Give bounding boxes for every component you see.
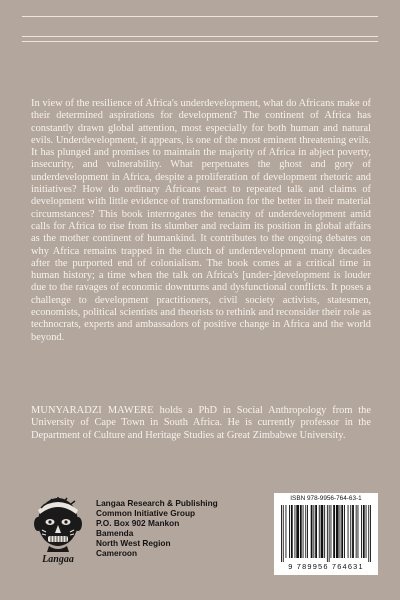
publisher-name: Langaa Research & Publishing <box>96 498 218 508</box>
barcode-bar <box>356 505 357 558</box>
book-blurb: In view of the resilience of Africa's underdevelopment, what do Africans make of their determined aspirations for development? The continent of Africa has constantly drawn global attention, most especially for both human and natural evils. Underdevelopment, it appears, is one of the most eminent threatening evils. It has plunged and promises to maintain the majority of Africa in abject poverty, insecurity, and vulnerability. What perpetuates the ghost and gory of underdevelopment in Africa, despite a proliferation of development rhetoric and initiatives? How do ordinary Africans react to repeated talk and claims of development with little evidence of transformation for the better in their material circumstances? This book interrogates the tenacity of underdevelopment amid calls for Africa to rise from its slumber and reclaim its position in global affairs as the mother continent of humankind. It contributes to the ongoing debates on why Africa remains trapped in the clutch of underdevelopment many decades after the purported end of colonialism. The book comes at a critical time in human history; a time when the talk on Africa's [under-]development is louder due to the ravages of economic downturns and dysfunctional conflicts. It poses a challenge to development practitioners, civil society activists, statesmen, economists, political scientists and theorists to rethink and reconsider their role as technocrats, experts and ambassadors of positive change in Africa and the world beyond. <box>31 98 371 343</box>
barcode-bar <box>305 505 306 558</box>
barcode-bar <box>366 505 367 558</box>
publisher-address <box>96 499 218 558</box>
barcode-bar <box>336 505 339 558</box>
barcode-bar <box>296 505 299 558</box>
barcode-bar <box>321 505 324 558</box>
publisher-region: North West Region <box>96 537 171 548</box>
isbn-label: ISBN 978-9956-764-63-1 <box>290 495 362 502</box>
barcode-bar <box>289 505 290 558</box>
barcode-bar <box>341 505 343 558</box>
author-bio-text: holds a PhD in Social Anthropology from the University of Cape Town in South Africa. He is currently professor in the Department of Culture and Heritage Studies at Great Zimbabwe University. <box>31 405 371 441</box>
barcode-bar <box>370 505 371 562</box>
barcode-bar <box>281 505 282 562</box>
barcode-bar <box>307 505 308 558</box>
langaa-logo <box>27 492 89 568</box>
barcode-bar <box>286 505 287 558</box>
barcode-bar <box>329 505 330 562</box>
barcode-bar <box>350 505 351 558</box>
barcode-digits: 9 789956 764631 <box>288 562 364 571</box>
barcode-image <box>277 505 375 562</box>
logo-caption: Langaa <box>42 554 74 565</box>
barcode-bar <box>303 505 304 558</box>
author-name: MUNYARADZI MAWERE <box>31 405 154 416</box>
barcode-bar <box>327 505 328 562</box>
barcode-bar <box>358 505 359 558</box>
publisher-group: Common Initiative Group <box>96 507 196 518</box>
barcode-bar <box>313 505 314 558</box>
barcode-bar <box>361 505 362 558</box>
barcode-panel <box>274 493 378 575</box>
publisher-pobox: P.O. Box 902 Mankon <box>96 517 180 528</box>
barcode-bar <box>324 505 325 558</box>
barcode-bar <box>283 505 284 562</box>
barcode-bar <box>291 505 293 558</box>
double-rule-upper <box>22 36 378 37</box>
barcode-bar <box>352 505 354 558</box>
barcode-bar <box>315 505 317 558</box>
top-rule <box>22 16 378 17</box>
barcode-bar <box>344 505 345 558</box>
publisher-country: Cameroon <box>96 547 138 558</box>
barcode-bar <box>340 505 341 558</box>
barcode-bar <box>368 505 369 562</box>
barcode-bar <box>333 505 335 558</box>
barcode-bar <box>319 505 320 558</box>
barcode-bar <box>348 505 349 558</box>
barcode-bar <box>295 505 296 558</box>
publisher-city: Bamenda <box>96 527 134 538</box>
barcode-bar <box>363 505 365 558</box>
barcode-bar <box>311 505 313 558</box>
barcode-bar <box>331 505 332 558</box>
barcode-bar <box>300 505 302 558</box>
author-bio <box>31 405 371 442</box>
double-rule-lower <box>22 41 378 42</box>
